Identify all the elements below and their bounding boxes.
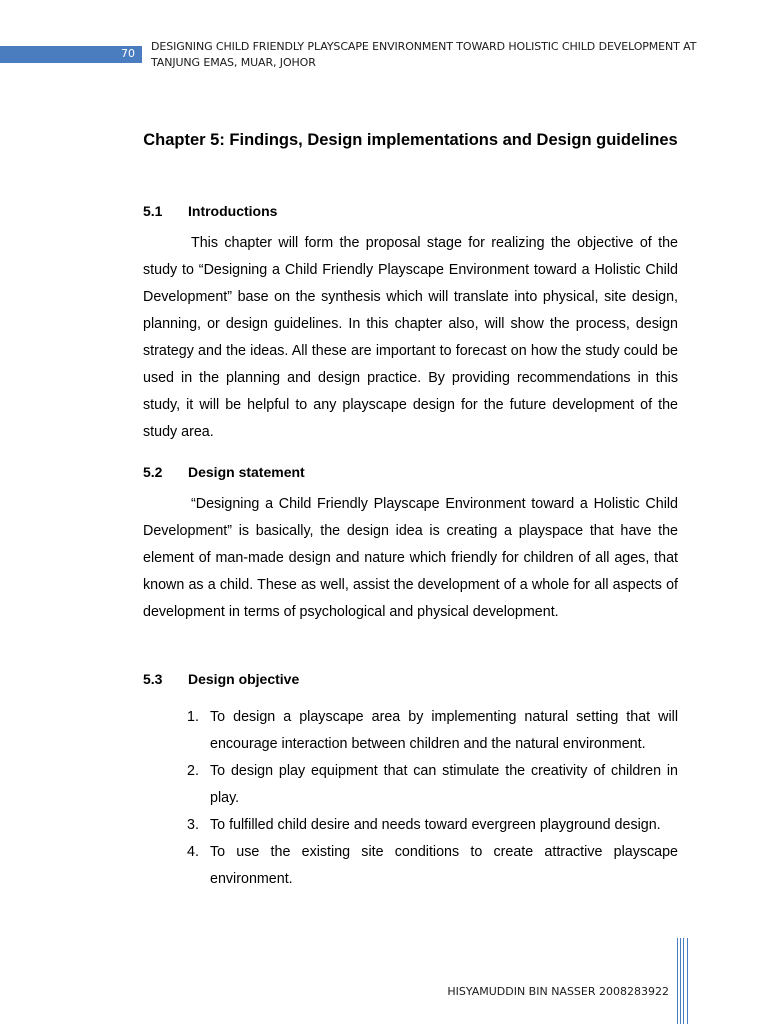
running-header: DESIGNING CHILD FRIENDLY PLAYSCAPE ENVIRONMENT TOWARD HOLISTIC CHILD DEVELOPMENT AT TANJUNG EMAS, MUAR, JOHOR	[151, 40, 697, 69]
objective-list	[187, 704, 678, 893]
list-item-number: 1.	[187, 709, 199, 725]
page-number-bar	[0, 46, 142, 63]
list-item	[187, 758, 678, 812]
paragraph-text: This chapter will form the proposal stage for realizing the objective of the study to “Designing a Child Friendly Playscape Environment toward a Holistic Child Development” base on the synthesis which will translate into physical, site design, planning, or design guidelines. In this chapter also, will show the process, design strategy and the ideas. All these are important to forecast on how the study could be used in the planning and design practice. By providing recommendations in this study, it will be helpful to any playscape design for the future development of the study area.	[143, 235, 678, 440]
section-paragraph-5-1	[143, 230, 678, 446]
section-title: Design statement	[188, 464, 305, 480]
footer-rule-lines	[677, 938, 689, 1024]
list-item-number: 2.	[187, 763, 199, 779]
chapter-title: Chapter 5: Findings, Design implementations and Design guidelines	[143, 131, 678, 149]
section-number: 5.2	[143, 464, 163, 480]
list-item-number: 3.	[187, 817, 199, 833]
list-item	[187, 812, 678, 839]
section-paragraph-5-2	[143, 491, 678, 626]
section-title: Design objective	[188, 671, 300, 687]
footer-author: HISYAMUDDIN BIN NASSER 2008283922	[447, 985, 669, 998]
list-item-number: 4.	[187, 844, 199, 860]
list-item-text: To use the existing site conditions to create attractive playscape environment.	[210, 844, 678, 887]
section-title: Introductions	[188, 203, 278, 219]
section-number: 5.1	[143, 203, 163, 219]
paragraph-text: “Designing a Child Friendly Playscape Environment toward a Holistic Child Development” is basically, the design idea is creating a playspace that have the element of man-made design and nature which friendly for children of all ages, that known as a child. These as well, assist the development of a whole for all aspects of development in terms of psychological and physical development.	[143, 496, 678, 620]
page-number: 70	[121, 47, 135, 60]
list-item-text: To fulfilled child desire and needs toward evergreen playground design.	[210, 817, 661, 833]
list-item	[187, 704, 678, 758]
list-item-text: To design play equipment that can stimulate the creativity of children in play.	[210, 763, 678, 806]
section-heading-5-2	[143, 463, 305, 481]
section-heading-5-3	[143, 670, 299, 688]
section-heading-5-1	[143, 202, 277, 220]
section-number: 5.3	[143, 671, 163, 687]
list-item	[187, 839, 678, 893]
list-item-text: To design a playscape area by implementing natural setting that will encourage interaction between children and the natural environment.	[210, 709, 678, 752]
